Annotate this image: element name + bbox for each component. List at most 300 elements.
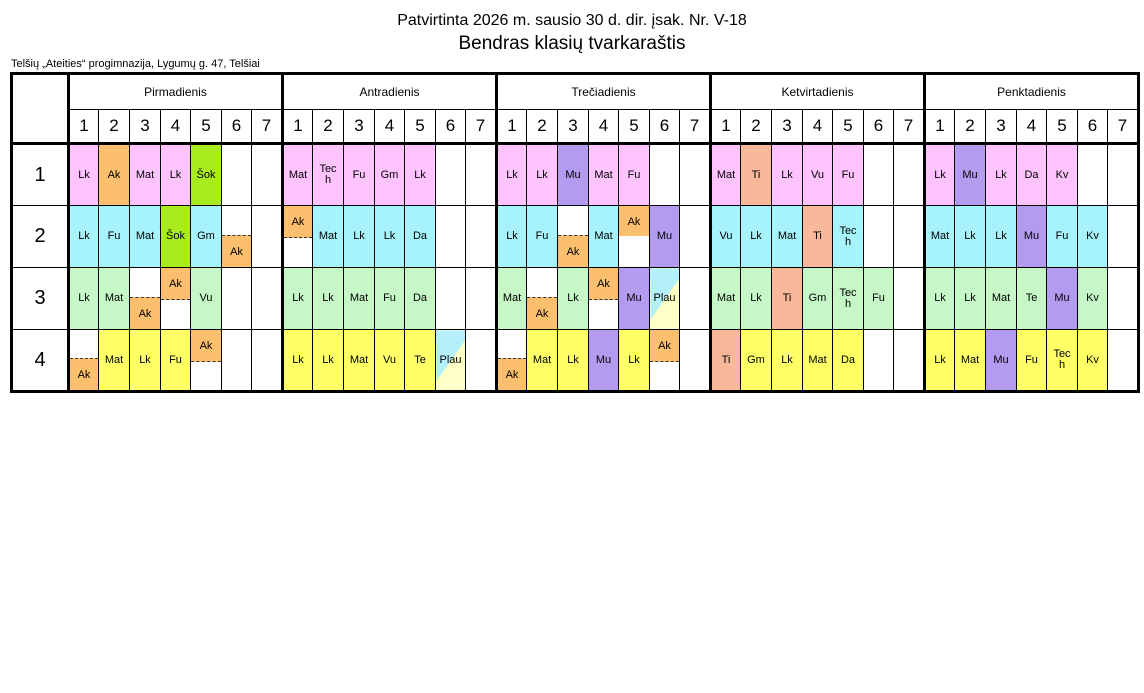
day-header: Antradienis <box>283 74 497 110</box>
lesson-slot[interactable] <box>1078 144 1108 206</box>
lesson-slot[interactable] <box>497 330 527 392</box>
period-number: 6 <box>222 110 252 144</box>
lesson-slot[interactable] <box>130 330 161 392</box>
lesson-slot[interactable] <box>405 144 436 206</box>
period-number: 1 <box>711 110 741 144</box>
lesson-subject: Mu <box>565 168 581 181</box>
lesson-slot[interactable] <box>833 206 864 268</box>
class-label: 2 <box>12 206 69 268</box>
lesson-subject: Mat <box>808 353 827 366</box>
timetable <box>10 72 1140 393</box>
lesson-subject: Plau <box>653 292 676 304</box>
period-number: 6 <box>650 110 680 144</box>
lesson-slot[interactable] <box>405 268 436 330</box>
lesson-slot[interactable] <box>925 330 955 392</box>
lesson-subject: Vu <box>382 353 397 366</box>
lesson-subject: Mat <box>135 168 155 181</box>
lesson-subject: Ti <box>751 168 761 181</box>
lesson-slot[interactable] <box>1017 330 1047 392</box>
lesson-slot[interactable] <box>222 144 252 206</box>
lesson-slot[interactable] <box>466 206 497 268</box>
lesson-subject: Mat <box>288 168 308 181</box>
lesson-subject: Mat <box>104 292 124 304</box>
period-number: 2 <box>99 110 130 144</box>
lesson-subject: Šok <box>166 230 185 242</box>
lesson-subject: Mu <box>993 353 1009 366</box>
lesson-slot[interactable] <box>344 330 375 392</box>
lesson-subject: Mat <box>318 230 338 242</box>
class-label: 4 <box>12 330 69 392</box>
lesson-subject: Ti <box>813 230 822 242</box>
lesson-slot[interactable] <box>313 144 344 206</box>
lesson-slot[interactable] <box>650 144 680 206</box>
lesson-subject: Mu <box>626 292 642 304</box>
class-row <box>12 268 1139 330</box>
lesson-subject: Fu <box>107 230 121 242</box>
lesson-slot[interactable] <box>986 268 1017 330</box>
lesson-slot[interactable] <box>283 330 313 392</box>
lesson-subject: Lk <box>964 292 976 304</box>
period-number: 3 <box>558 110 589 144</box>
lesson-slot[interactable] <box>283 144 313 206</box>
lesson-slot[interactable] <box>375 144 405 206</box>
lesson-subject: Mat <box>502 292 522 304</box>
period-number: 2 <box>527 110 558 144</box>
lesson-subject: Gm <box>380 168 399 181</box>
lesson-slot[interactable] <box>803 206 833 268</box>
lesson-slot[interactable] <box>558 268 589 330</box>
lesson-subject: Tech <box>1053 348 1071 371</box>
lesson-slot[interactable] <box>925 144 955 206</box>
lesson-slot[interactable] <box>803 144 833 206</box>
lesson-slot[interactable] <box>436 144 466 206</box>
period-number: 6 <box>436 110 466 144</box>
lesson-slot[interactable] <box>864 144 894 206</box>
lesson-slot[interactable] <box>619 268 650 330</box>
approval-line: Patvirtinta 2026 m. sausio 30 d. dir. įsak. Nr. V-18 <box>397 12 747 29</box>
lesson-slot[interactable] <box>1108 330 1139 392</box>
lesson-slot[interactable] <box>161 206 191 268</box>
lesson-slot[interactable] <box>772 206 803 268</box>
lesson-slot[interactable] <box>1078 330 1108 392</box>
class-label: 3 <box>12 268 69 330</box>
lesson-slot[interactable] <box>69 206 99 268</box>
lesson-subject: Vu <box>199 292 213 304</box>
lesson-slot[interactable] <box>69 330 99 392</box>
lesson-slot[interactable] <box>772 268 803 330</box>
lesson-slot[interactable] <box>864 206 894 268</box>
lesson-slot[interactable] <box>589 268 619 330</box>
lesson-slot[interactable] <box>589 206 619 268</box>
lesson-slot[interactable] <box>252 206 283 268</box>
lesson-subject: Mu <box>1054 292 1070 304</box>
period-number: 2 <box>313 110 344 144</box>
lesson-subject: Lk <box>139 353 151 366</box>
period-number: 6 <box>864 110 894 144</box>
school-name: Telšių „Ateities“ progimnazija, Lygumų g. 47, Telšiai <box>11 58 260 70</box>
period-number: 7 <box>1108 110 1139 144</box>
lesson-subject: Lk <box>536 168 548 181</box>
period-number: 5 <box>1047 110 1078 144</box>
lesson-slot[interactable] <box>741 268 772 330</box>
lesson-slot[interactable] <box>894 268 925 330</box>
lesson-subject: Lk <box>383 230 396 242</box>
lesson-subject: Tech <box>319 163 337 186</box>
lesson-subject: Mat <box>991 292 1011 304</box>
lesson-half: Ak <box>222 235 251 267</box>
lesson-subject: Mat <box>960 353 980 366</box>
lesson-subject: Mat <box>349 353 369 366</box>
day-header: Penktadienis <box>925 74 1139 110</box>
lesson-slot[interactable] <box>1017 206 1047 268</box>
lesson-slot[interactable] <box>283 268 313 330</box>
lesson-slot[interactable] <box>1017 144 1047 206</box>
lesson-subject: Mu <box>595 353 612 366</box>
lesson-subject: Mat <box>104 353 124 366</box>
lesson-subject: Mu <box>962 168 978 181</box>
period-number: 4 <box>1017 110 1047 144</box>
period-header-row <box>12 110 1139 144</box>
lesson-subject: Šok <box>196 168 216 181</box>
lesson-subject: Kv <box>1086 292 1099 304</box>
period-number: 6 <box>1078 110 1108 144</box>
lesson-subject: Fu <box>1055 230 1069 242</box>
lesson-slot[interactable] <box>527 206 558 268</box>
lesson-subject: Mat <box>930 230 950 242</box>
lesson-subject: Gm <box>808 292 827 304</box>
lesson-slot[interactable] <box>955 330 986 392</box>
lesson-slot[interactable] <box>680 330 711 392</box>
lesson-slot[interactable] <box>375 330 405 392</box>
lesson-slot[interactable] <box>344 144 375 206</box>
corner-cell <box>12 74 69 144</box>
lesson-slot[interactable] <box>375 206 405 268</box>
lesson-slot[interactable] <box>69 144 99 206</box>
lesson-subject: Fu <box>383 292 396 304</box>
lesson-subject: Vu <box>719 230 733 242</box>
lesson-subject: Lk <box>292 292 304 304</box>
lesson-slot[interactable] <box>711 144 741 206</box>
lesson-half: Ak <box>558 235 588 267</box>
class-row <box>12 144 1139 206</box>
lesson-slot[interactable] <box>252 144 283 206</box>
lesson-subject: Mat <box>594 230 613 242</box>
lesson-slot[interactable] <box>191 268 222 330</box>
lesson-subject: Da <box>840 353 856 366</box>
lesson-subject: Da <box>1024 168 1039 181</box>
lesson-subject: Lk <box>292 353 304 366</box>
lesson-subject: Mat <box>135 230 155 242</box>
lesson-slot[interactable] <box>527 144 558 206</box>
lesson-slot[interactable] <box>711 268 741 330</box>
period-number: 4 <box>803 110 833 144</box>
lesson-slot[interactable] <box>436 206 466 268</box>
period-number: 2 <box>741 110 772 144</box>
lesson-slot[interactable] <box>711 330 741 392</box>
lesson-slot[interactable] <box>527 330 558 392</box>
lesson-slot[interactable] <box>436 330 466 392</box>
lesson-subject: Mu <box>656 230 673 242</box>
lesson-slot[interactable] <box>161 144 191 206</box>
period-number: 7 <box>894 110 925 144</box>
lesson-slot[interactable] <box>864 268 894 330</box>
lesson-half: Ak <box>70 358 98 390</box>
lesson-subject: Lk <box>169 168 182 181</box>
day-header-row <box>12 74 1139 110</box>
lesson-slot[interactable] <box>986 330 1017 392</box>
lesson-half: Ak <box>284 206 312 238</box>
period-number: 1 <box>497 110 527 144</box>
lesson-subject: Mat <box>594 168 613 181</box>
lesson-subject: Lk <box>934 353 946 366</box>
class-row <box>12 330 1139 392</box>
lesson-subject: Lk <box>628 353 640 366</box>
lesson-half: Ak <box>498 358 526 390</box>
period-number: 3 <box>772 110 803 144</box>
lesson-subject: Lk <box>995 168 1007 181</box>
lesson-slot[interactable] <box>1108 206 1139 268</box>
lesson-slot[interactable] <box>711 206 741 268</box>
lesson-subject: Da <box>412 230 428 242</box>
lesson-subject: Tech <box>839 286 857 310</box>
lesson-subject: Ti <box>721 353 731 366</box>
lesson-subject: Lk <box>353 230 365 242</box>
lesson-half: Ak <box>650 330 679 362</box>
lesson-slot[interactable] <box>222 268 252 330</box>
lesson-slot[interactable] <box>955 144 986 206</box>
lesson-subject: Te <box>414 353 426 366</box>
class-row <box>12 206 1139 268</box>
lesson-slot[interactable] <box>161 268 191 330</box>
lesson-subject: Fu <box>169 353 182 366</box>
lesson-subject: Lk <box>995 230 1007 242</box>
lesson-subject: Lk <box>781 168 793 181</box>
lesson-slot[interactable] <box>375 268 405 330</box>
lesson-subject: Mat <box>349 292 369 304</box>
lesson-subject: Mu <box>1023 230 1040 242</box>
lesson-slot[interactable] <box>741 144 772 206</box>
lesson-half: Ak <box>130 297 160 329</box>
lesson-subject: Gm <box>747 353 765 366</box>
lesson-subject: Fu <box>872 292 885 304</box>
period-number: 5 <box>833 110 864 144</box>
lesson-subject: Fu <box>841 168 855 181</box>
empty-half <box>619 236 649 267</box>
lesson-slot[interactable] <box>252 268 283 330</box>
lesson-subject: Gm <box>197 230 215 242</box>
lesson-slot[interactable] <box>986 144 1017 206</box>
period-number: 5 <box>405 110 436 144</box>
lesson-slot[interactable] <box>466 144 497 206</box>
lesson-slot[interactable] <box>497 144 527 206</box>
lesson-slot[interactable] <box>772 330 803 392</box>
lesson-subject: Lk <box>78 230 90 242</box>
lesson-slot[interactable] <box>558 330 589 392</box>
lesson-slot[interactable] <box>252 330 283 392</box>
lesson-half: Ak <box>619 206 649 238</box>
period-number: 7 <box>466 110 497 144</box>
lesson-slot[interactable] <box>1108 268 1139 330</box>
lesson-slot[interactable] <box>466 268 497 330</box>
lesson-slot[interactable] <box>222 330 252 392</box>
lesson-subject: Plau <box>439 353 462 366</box>
lesson-slot[interactable] <box>527 268 558 330</box>
lesson-slot[interactable] <box>741 330 772 392</box>
lesson-slot[interactable] <box>130 206 161 268</box>
lesson-subject: Lk <box>414 168 426 181</box>
period-number: 1 <box>925 110 955 144</box>
lesson-slot[interactable] <box>833 268 864 330</box>
lesson-slot[interactable] <box>69 268 99 330</box>
lesson-slot[interactable] <box>955 268 986 330</box>
lesson-subject: Ti <box>782 292 792 304</box>
period-number: 1 <box>283 110 313 144</box>
lesson-slot[interactable] <box>650 268 680 330</box>
lesson-slot[interactable] <box>619 144 650 206</box>
lesson-slot[interactable] <box>925 268 955 330</box>
period-number: 4 <box>589 110 619 144</box>
lesson-slot[interactable] <box>619 330 650 392</box>
lesson-slot[interactable] <box>833 330 864 392</box>
lesson-slot[interactable] <box>99 268 130 330</box>
lesson-slot[interactable] <box>803 268 833 330</box>
lesson-subject: Lk <box>750 292 762 304</box>
period-number: 7 <box>680 110 711 144</box>
lesson-slot[interactable] <box>589 144 619 206</box>
lesson-half: Ak <box>161 268 190 300</box>
lesson-slot[interactable] <box>130 144 161 206</box>
lesson-half: Ak <box>527 297 557 329</box>
lesson-slot[interactable] <box>1108 144 1139 206</box>
lesson-slot[interactable] <box>986 206 1017 268</box>
lesson-slot[interactable] <box>558 206 589 268</box>
lesson-slot[interactable] <box>772 144 803 206</box>
lesson-slot[interactable] <box>741 206 772 268</box>
lesson-slot[interactable] <box>405 330 436 392</box>
period-number: 5 <box>191 110 222 144</box>
day-header: Ketvirtadienis <box>711 74 925 110</box>
lesson-slot[interactable] <box>925 206 955 268</box>
lesson-slot[interactable] <box>680 206 711 268</box>
lesson-slot[interactable] <box>191 330 222 392</box>
page-title: Bendras klasių tvarkaraštis <box>458 33 686 54</box>
lesson-slot[interactable] <box>803 330 833 392</box>
lesson-slot[interactable] <box>864 330 894 392</box>
class-label: 1 <box>12 144 69 206</box>
lesson-slot[interactable] <box>130 268 161 330</box>
lesson-subject: Lk <box>964 230 976 242</box>
lesson-subject: Kv <box>1086 353 1099 366</box>
lesson-slot[interactable] <box>589 330 619 392</box>
lesson-subject: Lk <box>506 230 518 242</box>
period-number: 5 <box>619 110 650 144</box>
lesson-slot[interactable] <box>1078 268 1108 330</box>
lesson-subject: Te <box>1025 292 1038 304</box>
lesson-slot[interactable] <box>650 330 680 392</box>
lesson-subject: Fu <box>535 230 549 242</box>
lesson-slot[interactable] <box>558 144 589 206</box>
lesson-slot[interactable] <box>344 206 375 268</box>
lesson-subject: Lk <box>322 353 334 366</box>
lesson-slot[interactable] <box>955 206 986 268</box>
period-number: 4 <box>375 110 405 144</box>
lesson-subject: Lk <box>78 168 90 181</box>
lesson-slot[interactable] <box>313 268 344 330</box>
lesson-slot[interactable] <box>1047 268 1078 330</box>
lesson-subject: Lk <box>934 168 946 181</box>
lesson-subject: Da <box>412 292 428 304</box>
period-number: 4 <box>161 110 191 144</box>
lesson-subject: Fu <box>627 168 641 181</box>
lesson-subject: Fu <box>1025 353 1038 366</box>
lesson-half: Ak <box>191 330 221 362</box>
lesson-slot[interactable] <box>436 268 466 330</box>
lesson-slot[interactable] <box>1047 330 1078 392</box>
lesson-subject: Lk <box>506 168 518 181</box>
lesson-subject: Mat <box>716 168 736 181</box>
lesson-slot[interactable] <box>99 330 130 392</box>
lesson-slot[interactable] <box>1047 206 1078 268</box>
lesson-subject: Mat <box>777 230 797 242</box>
lesson-slot[interactable] <box>99 206 130 268</box>
lesson-slot[interactable] <box>619 206 650 268</box>
lesson-slot[interactable] <box>313 330 344 392</box>
period-number: 3 <box>130 110 161 144</box>
lesson-slot[interactable] <box>650 206 680 268</box>
lesson-slot[interactable] <box>833 144 864 206</box>
lesson-subject: Lk <box>567 292 579 304</box>
lesson-slot[interactable] <box>191 144 222 206</box>
period-number: 1 <box>69 110 99 144</box>
lesson-slot[interactable] <box>161 330 191 392</box>
lesson-slot[interactable] <box>99 144 130 206</box>
lesson-slot[interactable] <box>1078 206 1108 268</box>
lesson-slot[interactable] <box>191 206 222 268</box>
day-header: Trečiadienis <box>497 74 711 110</box>
lesson-slot[interactable] <box>1047 144 1078 206</box>
lesson-slot[interactable] <box>313 206 344 268</box>
lesson-slot[interactable] <box>894 206 925 268</box>
lesson-subject: Mat <box>716 292 736 304</box>
lesson-subject: Tech <box>839 224 857 248</box>
lesson-slot[interactable] <box>1017 268 1047 330</box>
period-number: 7 <box>252 110 283 144</box>
lesson-slot[interactable] <box>222 206 252 268</box>
lesson-slot[interactable] <box>680 144 711 206</box>
lesson-slot[interactable] <box>497 206 527 268</box>
lesson-slot[interactable] <box>283 206 313 268</box>
lesson-subject: Lk <box>78 292 90 304</box>
lesson-subject: Kv <box>1086 230 1099 242</box>
lesson-slot[interactable] <box>405 206 436 268</box>
lesson-slot[interactable] <box>680 268 711 330</box>
lesson-subject: Lk <box>567 353 579 366</box>
lesson-slot[interactable] <box>497 268 527 330</box>
lesson-subject: Kv <box>1055 168 1069 181</box>
lesson-subject: Ak <box>107 168 121 181</box>
lesson-slot[interactable] <box>344 268 375 330</box>
lesson-subject: Lk <box>781 353 793 366</box>
lesson-slot[interactable] <box>466 330 497 392</box>
lesson-half: Ak <box>589 268 618 300</box>
lesson-subject: Mat <box>532 353 552 366</box>
lesson-slot[interactable] <box>894 144 925 206</box>
day-header: Pirmadienis <box>69 74 283 110</box>
lesson-subject: Fu <box>352 168 366 181</box>
lesson-slot[interactable] <box>894 330 925 392</box>
lesson-subject: Vu <box>810 168 825 181</box>
lesson-subject: Lk <box>750 230 762 242</box>
